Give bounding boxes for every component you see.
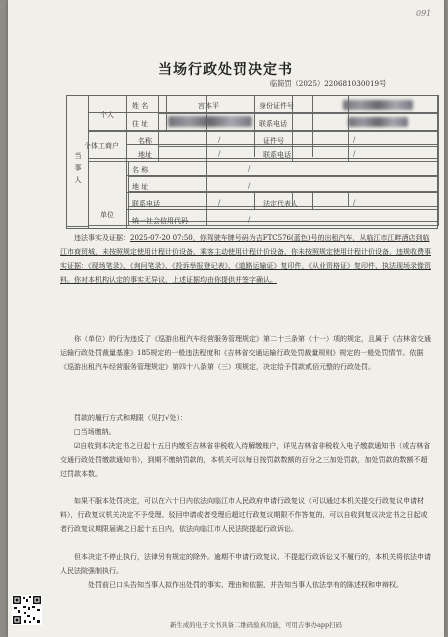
option-pay-on-site: □当场缴纳。 bbox=[74, 427, 116, 436]
table-line bbox=[254, 192, 255, 209]
party-label: 当事人 bbox=[74, 152, 82, 188]
phone-label: 联系电话 bbox=[259, 120, 287, 128]
table-line bbox=[88, 112, 438, 113]
table-line bbox=[312, 192, 313, 209]
unit-label: 单位 bbox=[100, 211, 114, 219]
table-line bbox=[254, 95, 255, 157]
id-number-label: 身份证件号 bbox=[259, 102, 294, 110]
unit-address-label: 地 址 bbox=[132, 183, 149, 191]
table-line bbox=[88, 95, 89, 229]
basis-text: 你（单位）的行为违反了《巡游出租汽车经营服务管理规定》第二十三条第（十一）项的规定，且属于《吉林省交通运输行政处罚裁量基准》185规定的一般违法程度和《吉林省交通运输行政处罚裁量规则》规定的一般处罚情节。依据《巡游出租汽车经营服务管理规定》第四十八条第（三）项规定，决定给予罚款贰佰元整的行政处罚。 bbox=[60, 335, 431, 371]
unit-phone-label: 联系电话 bbox=[132, 200, 160, 208]
unit-phone-value: / bbox=[218, 199, 221, 207]
violation-basis bbox=[60, 333, 434, 375]
name-label: 姓 名 bbox=[132, 102, 149, 110]
individual-label: 个人 bbox=[100, 111, 114, 119]
document-title: 当场行政处罚决定书 bbox=[158, 62, 293, 78]
biz-address-value: / bbox=[218, 150, 221, 158]
table-line bbox=[88, 130, 438, 131]
payment-heading bbox=[60, 412, 434, 482]
credit-code-value: / bbox=[248, 216, 251, 224]
biz-phone-value: / bbox=[353, 150, 356, 158]
business-label: 个体工商户 bbox=[84, 142, 119, 150]
enforcement-text: 但本决定不停止执行，法律另有规定的除外。逾期不申请行政复议、不提起行政诉讼又不履行的，本机关将依法申请人民法院强制执行。 bbox=[60, 553, 431, 575]
legal-rep-value: / bbox=[353, 199, 356, 207]
violation-facts bbox=[60, 232, 434, 288]
credit-code-label: 统一社会信用代码 bbox=[132, 217, 188, 225]
document-number: 临简罚（2025）220681030019号 bbox=[270, 79, 387, 88]
unit-name-value: / bbox=[248, 165, 251, 173]
biz-name-value: / bbox=[218, 136, 221, 144]
table-line bbox=[312, 95, 313, 157]
payment-method-label: 罚款的履行方式和期限（见打√处）： bbox=[74, 414, 187, 422]
notice-text: 处罚前已口头告知当事人拟作出处罚的事实、理由和依据，并告知当事人依法享有的陈述权和申辩权。 bbox=[88, 580, 403, 589]
facts-heading: 违法事实及证据： bbox=[74, 234, 130, 242]
cert-label: 证件号 bbox=[263, 137, 284, 145]
biz-name-label: 名称 bbox=[138, 137, 152, 145]
table-line bbox=[126, 175, 438, 176]
table-line bbox=[126, 192, 438, 193]
name-value: 宫本平 bbox=[198, 102, 219, 110]
footer-note: 新生成的电子文书具备二维码验真功能，可用吉事办app扫码 bbox=[170, 621, 342, 629]
option-pay-within-15-days: ☑自收到本决定书之日起十五日内缴至吉林省非税收入待解缴账户，详见吉林省非税收入电子缴款通知书（或吉林省交通行政处罚缴款通知书），到期不缴纳罚款的，本机关可以每日按罚款数额的百分之三加处罚款，加处罚款的数额不超过罚款本数。 bbox=[60, 441, 431, 478]
appeal-rights bbox=[60, 495, 434, 537]
legal-rep-label: 法定代表人 bbox=[263, 200, 298, 208]
cert-value: / bbox=[353, 136, 356, 144]
unit-address-value: / bbox=[248, 182, 251, 190]
table-line bbox=[126, 144, 438, 145]
unit-name-label: 名 称 bbox=[132, 166, 149, 174]
biz-address-label: 地址 bbox=[138, 151, 152, 159]
handwritten-page-number: 091 bbox=[416, 9, 432, 18]
facts-text: 2025-07-20 07:50，你驾驶车牌号码为吉FTC576(蓝色)号的出租汽车，从临江市江畔酒店到临江市商贸城，未按照规定使用计程计价设备，乘客主动使用计程计价设备，你未按照规定使用计程计价设备，违规收费事实证据：《现场笔录》、《询问笔录》、《投诉举报登记表》、《道路运输证》复印件、《从业资格证》复印件、执法现场录像资料。你对本机构认定的事实无异议，上述证据均由你提供并签字确认。 bbox=[60, 234, 431, 284]
table-line bbox=[126, 209, 438, 210]
address-label: 住 址 bbox=[132, 120, 149, 128]
table-line bbox=[88, 158, 438, 159]
document-sheet bbox=[8, 0, 444, 637]
biz-phone-label: 联系电话 bbox=[263, 151, 291, 159]
enforcement-note bbox=[60, 551, 434, 593]
appeal-text: 如果不服本处罚决定，可以在六十日内依法向临江市人民政府申请行政复议（可以通过本机关提交行政复议申请材料），行政复议机关决定不予受理、驳回申请或者受理后超过行政复议期限不作答复的，可以自收到复议决定书之日起或者行政复议期限届满之日起十五日内，依法向临江市人民法院提起行政诉讼。 bbox=[60, 497, 428, 533]
